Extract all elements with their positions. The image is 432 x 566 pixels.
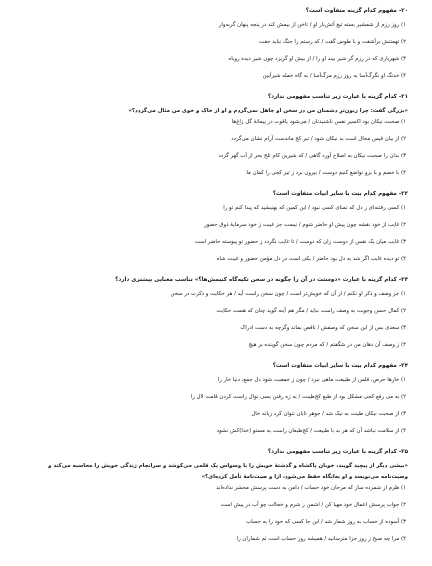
option-3[interactable]: ۳) آسوده از حساب به روز شمار شد / این جا کسی که خود را به حساب (246, 519, 406, 525)
option-4[interactable]: ۴) خدنگ او نگرگ‌آسا به روز رزم مرگ‌آسا / به گاه حمله شیرآیین (262, 73, 406, 79)
option-3[interactable]: ۳) سعدی بس از این سخن که وصفش / ناقص بماند وگرچه به دست ادراک (240, 325, 406, 331)
option-2[interactable]: ۲) از بیان قیس محال است بد نیکان شود / تیر کج ماندست آرام نشان می‌گردد (231, 136, 406, 142)
option-4[interactable]: ۴) تو دیده غایب اگر شد به دل بود حاضر / یکی است در دل مؤمن حضور و غیبت شاه (216, 256, 406, 262)
question-25 (24, 447, 408, 551)
option-3[interactable]: ۳) بدان را صحبت نیکان به اصلاح آورد گاهی / که شیرین کام تلخ بحر از آب گهر گردد (218, 153, 406, 159)
option-1[interactable]: ۱) جز وصف و ذکر او نکنم / از آن که خویش‌تر است / چون سخن راست آید / هر حکایت و ذکرت در سخن (170, 291, 406, 297)
option-3[interactable]: ۳) شهریاری که در رزم گر شیر بیند او را / از بیش او گریزد چون شیر دیده روباه (228, 56, 406, 62)
option-3[interactable]: ۳) از صحبت نیکان طینت به نیک شد / جوهر تابان نتوان کرد زبانه خال (251, 411, 406, 417)
option-4[interactable]: ۴) با خصم و با برو تواضع کنیم دوست / بیرون برد ز تیر کجی را کمان ما (246, 170, 406, 176)
question-title: ۲۳- کدام گزینه با عبارت «دوستت در آن را چگونه در سخن تکیه‌گاه کنیمش‌ها؟» تناسب معنایی بیشتری دارد؟ (115, 277, 408, 283)
option-4[interactable]: ۴) از سلامت نباشد آن که هر بد با طبیعت / کج‌طبعان راست به مستو (خدا)کش نشود (216, 428, 406, 434)
option-4[interactable]: ۴) مرا چه صبح ز روز جزا مترسانید / همیشه روز حساب است ثم شماران را (236, 536, 406, 542)
question-stem: «بزرگی گفت: چرا زبون‌ترِ دشمنان من در سخن او جاهل نمی‌گردم و او از خاک و خوی من مثال می‌گردد؟» (128, 108, 408, 114)
option-2[interactable]: ۲) تهمتنش برآشفت و با طوس گفت / که رستم را جنگ نباید جفت (259, 39, 406, 45)
question-stem: «بیشی دیگر از پیچید گویند، خوبان پاکشاه و گذشتهٔ خویش را با وسواس یک قلمی می‌کوشد و سرانجام زندگی خویش را محاسبه می‌کند و وصیت‌نامه می‌نویسد و او به‌انگاه حفظ می‌شود، ازا و صیت‌نامهٔ تأمل کرده‌ای؟» (48, 463, 408, 480)
option-2[interactable]: ۲) غایب از خود نقشه چون پیش او حاضر شوم / نیست جز غیبت ز خود سرمایهٔ ذوق حضور (204, 222, 406, 228)
option-2[interactable]: ۲) کمال حسن وجوبت به وصف راست نباید / مگر هم آینه گوید چنان که هست حکایت (216, 308, 406, 314)
option-4[interactable]: ۴) ز وصف آن دهان من در شگفتم / که مردم چون سخن گوینده بر هیچ (248, 342, 406, 348)
option-1[interactable]: ۱) کسی رفتنه‌ای ز دل که تمنای کسی نبود / این کمین که بهنیشید که پیدا کنم تو را (223, 205, 406, 211)
question-23 (24, 275, 408, 357)
option-1[interactable]: ۱) ظرم از شمرده ساز که مرجان خود حساب / دامن به دست پرسش محشر نداده‌اند (216, 485, 406, 491)
option-2[interactable]: ۲) به می رفع کجی مشکل بود از طبع کج‌طینت / به زه رفتن بسی نوال راست کردن قامت لال را (190, 394, 406, 400)
option-1[interactable]: ۱) خارها حرص، قلس از طبیعت ماهی نبرد / چون ز جمعیت شود دل جمع، دنیا خار را (217, 377, 406, 383)
option-1[interactable]: ۱) صحبت نیکان بود اکسیر نفس ناشنیدنان / می‌شود یاقوت در پیمانهٔ گل زاغ‌ها (231, 119, 406, 125)
question-title: ۲۰- مفهوم کدام گزینه متفاوت است؟ (305, 8, 408, 14)
question-title: ۲۵- کدام گزینه با عبارت زیر تناسب مفهومی ندارد؟ (267, 449, 408, 455)
option-3[interactable]: ۳) غایب میان یک نفس از دوست زان که دوست / تا غایب نگردد ز حضور تو پیوسته حاضر است (194, 239, 406, 245)
question-title: ۲۱- کدام گزینه با عبارت زیر تناسب مفهومی ندارد؟ (267, 94, 408, 100)
question-21 (24, 92, 408, 185)
option-1[interactable]: ۱) روز رزم از شمشیر بسته تیغ آتش‌بار او / تاخن از بیمش کند در پنجه پنهان گربه‌وار (218, 22, 406, 28)
question-title: ۲۴- مفهوم کدام بیت با سایر ابیات متفاوت است؟ (272, 363, 408, 369)
question-22 (24, 189, 408, 271)
question-title: ۲۲- مفهوم کدام بیت با سایر ابیات متفاوت است؟ (272, 191, 408, 197)
question-20 (24, 6, 408, 88)
question-24 (24, 361, 408, 443)
option-2[interactable]: ۲) جواب پرسش اعمال خود مهیا کن / اشمن ز شرم و خجالت چو آب در پیش است (220, 502, 406, 508)
